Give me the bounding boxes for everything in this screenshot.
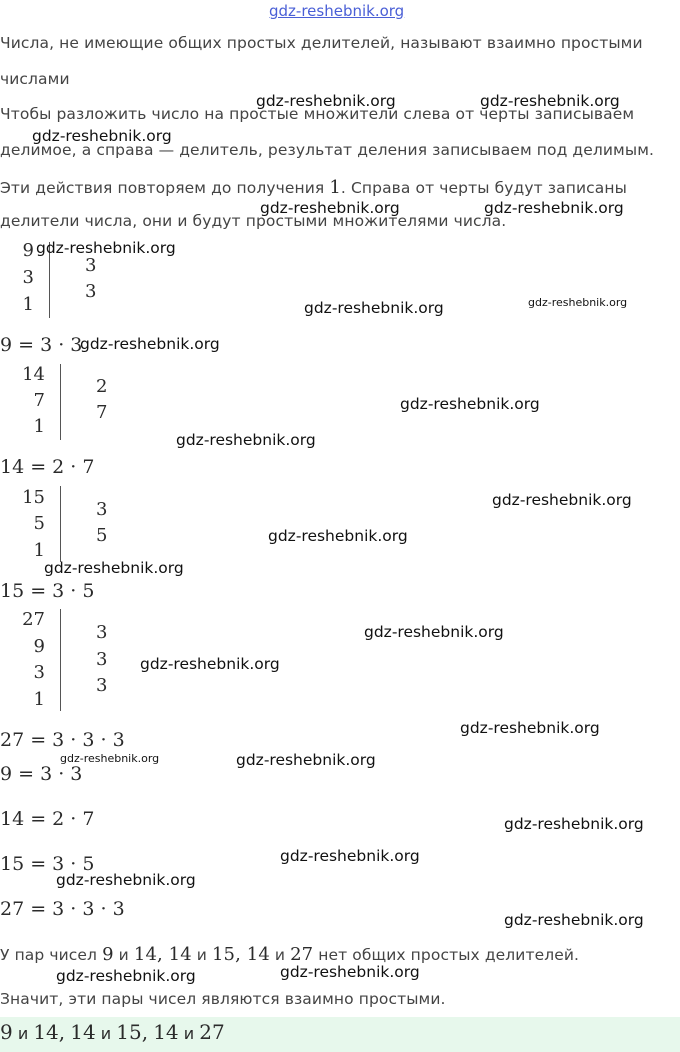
factor-right-value: 3 — [96, 499, 108, 520]
conclusion-number: 9 — [102, 944, 114, 965]
watermark: gdz-reshebnik.org — [44, 559, 184, 577]
summary-equation: 9 = 3 · 3 — [0, 763, 83, 785]
conclusion-suffix: нет общих простых делителей. — [313, 946, 580, 964]
watermark: gdz-reshebnik.org — [504, 911, 644, 929]
summary-equation: 14 = 2 · 7 — [0, 808, 95, 830]
answer-and: и — [100, 1024, 112, 1043]
conclusion-number: 14 — [168, 944, 192, 965]
conclusion-prefix: У пар чисел — [0, 946, 103, 964]
watermark: gdz-reshebnik.org — [80, 335, 220, 353]
paragraph-3-text-b: . Справа от черты будут записаны — [340, 179, 627, 197]
watermark: gdz-reshebnik.org — [260, 199, 400, 217]
factorization-result-9: 9 = 3 · 3 — [0, 334, 83, 356]
paragraph-2-line-2: делимое, а справа — делитель, результат деления записываем под делимым. — [0, 141, 655, 159]
paragraph-3-line-2: делители числа, они и будут простыми множителями числа. — [0, 212, 507, 230]
factor-left-value: 14 — [22, 364, 45, 385]
factorization-result-15: 15 = 3 · 5 — [0, 580, 95, 602]
answer-and: и — [17, 1024, 29, 1043]
answer-number: 15 — [116, 1020, 142, 1044]
conclusion-and: и — [191, 946, 212, 964]
factor-right-value: 7 — [96, 402, 108, 423]
factorization-result-14: 14 = 2 · 7 — [0, 456, 95, 478]
paragraph-2-line-1: Чтобы разложить число на простые множители слева от черты записываем — [0, 105, 635, 123]
factor-left-value: 15 — [22, 487, 45, 508]
factorization-result-27: 27 = 3 · 3 · 3 — [0, 729, 125, 751]
answer-comma: , — [58, 1020, 66, 1044]
factor-right-value: 2 — [96, 376, 108, 397]
answer-comma: , — [141, 1020, 149, 1044]
watermark: gdz-reshebnik.org — [36, 239, 176, 257]
conclusion-sep: , — [157, 944, 169, 965]
factor-left-value: 1 — [22, 294, 34, 315]
answer-text — [0, 1020, 225, 1044]
watermark: gdz-reshebnik.org — [176, 431, 316, 449]
answer-box — [0, 1017, 680, 1052]
watermark: gdz-reshebnik.org — [256, 92, 396, 110]
watermark: gdz-reshebnik.org — [280, 847, 420, 865]
answer-number: 14 — [70, 1020, 96, 1044]
paragraph-1-line-2: числами — [0, 70, 70, 88]
paragraph-1-line-1: Числа, не имеющие общих простых делителей, называют взаимно простыми — [0, 34, 643, 52]
division-line — [60, 609, 61, 711]
factor-right-value: 3 — [96, 649, 108, 670]
factor-right-value: 3 — [96, 675, 108, 696]
watermark: gdz-reshebnik.org — [364, 623, 504, 641]
factor-left-value: 27 — [22, 609, 45, 630]
conclusion-and: и — [269, 946, 291, 964]
conclusion-number: 15 — [212, 944, 236, 965]
factor-left-value: 9 — [33, 636, 45, 657]
conclusion-line-2: Значит, эти пары чисел являются взаимно простыми. — [0, 990, 446, 1008]
watermark: gdz-reshebnik.org — [304, 299, 444, 317]
watermark: gdz-reshebnik.org — [400, 395, 540, 413]
paragraph-3-text-a: Эти действия повторяем до получения — [0, 179, 330, 197]
answer-and: и — [183, 1024, 195, 1043]
watermark: gdz-reshebnik.org — [484, 199, 624, 217]
answer-number: 27 — [199, 1020, 225, 1044]
answer-number: 14 — [153, 1020, 179, 1044]
answer-number: 14 — [33, 1020, 59, 1044]
answer-number: 9 — [0, 1020, 13, 1044]
watermark: gdz-reshebnik.org — [56, 967, 196, 985]
paragraph-3-line-1 — [0, 177, 627, 198]
factor-left-value: 1 — [33, 416, 45, 437]
summary-equation: 27 = 3 · 3 · 3 — [0, 898, 125, 920]
factor-right-value: 3 — [85, 281, 97, 302]
watermark: gdz-reshebnik.org — [528, 296, 628, 309]
watermark: gdz-reshebnik.org — [480, 92, 620, 110]
factor-left-value: 1 — [33, 689, 45, 710]
conclusion-and: и — [113, 946, 134, 964]
summary-equation: 15 = 3 · 5 — [0, 853, 95, 875]
factor-left-value: 1 — [33, 540, 45, 561]
factor-left-value: 3 — [33, 662, 45, 683]
factor-right-value: 5 — [96, 525, 108, 546]
watermark: gdz-reshebnik.org — [280, 963, 420, 981]
watermark: gdz-reshebnik.org — [140, 655, 280, 673]
factor-left-value: 9 — [22, 240, 34, 261]
division-line — [60, 364, 61, 440]
conclusion-number: 14 — [133, 944, 157, 965]
watermark: gdz-reshebnik.org — [60, 752, 160, 765]
factor-left-value: 3 — [22, 267, 34, 288]
watermark: gdz-reshebnik.org — [236, 751, 376, 769]
watermark: gdz-reshebnik.org — [268, 527, 408, 545]
watermark: gdz-reshebnik.org — [56, 871, 196, 889]
watermark: gdz-reshebnik.org — [460, 719, 600, 737]
factor-left-value: 5 — [33, 513, 45, 534]
factor-right-value: 3 — [85, 255, 97, 276]
conclusion-number: 27 — [290, 944, 314, 965]
conclusion-sep: , — [235, 944, 247, 965]
factor-left-value: 7 — [33, 390, 45, 411]
watermark-top-link[interactable]: gdz-reshebnik.org — [269, 2, 405, 20]
watermark: gdz-reshebnik.org — [504, 815, 644, 833]
conclusion-line-1 — [0, 944, 579, 965]
conclusion-number: 14 — [246, 944, 270, 965]
division-line — [60, 486, 61, 562]
watermark: gdz-reshebnik.org — [492, 491, 632, 509]
factor-right-value: 3 — [96, 622, 108, 643]
watermark: gdz-reshebnik.org — [32, 127, 172, 145]
paragraph-3-num: 1 — [329, 177, 341, 198]
